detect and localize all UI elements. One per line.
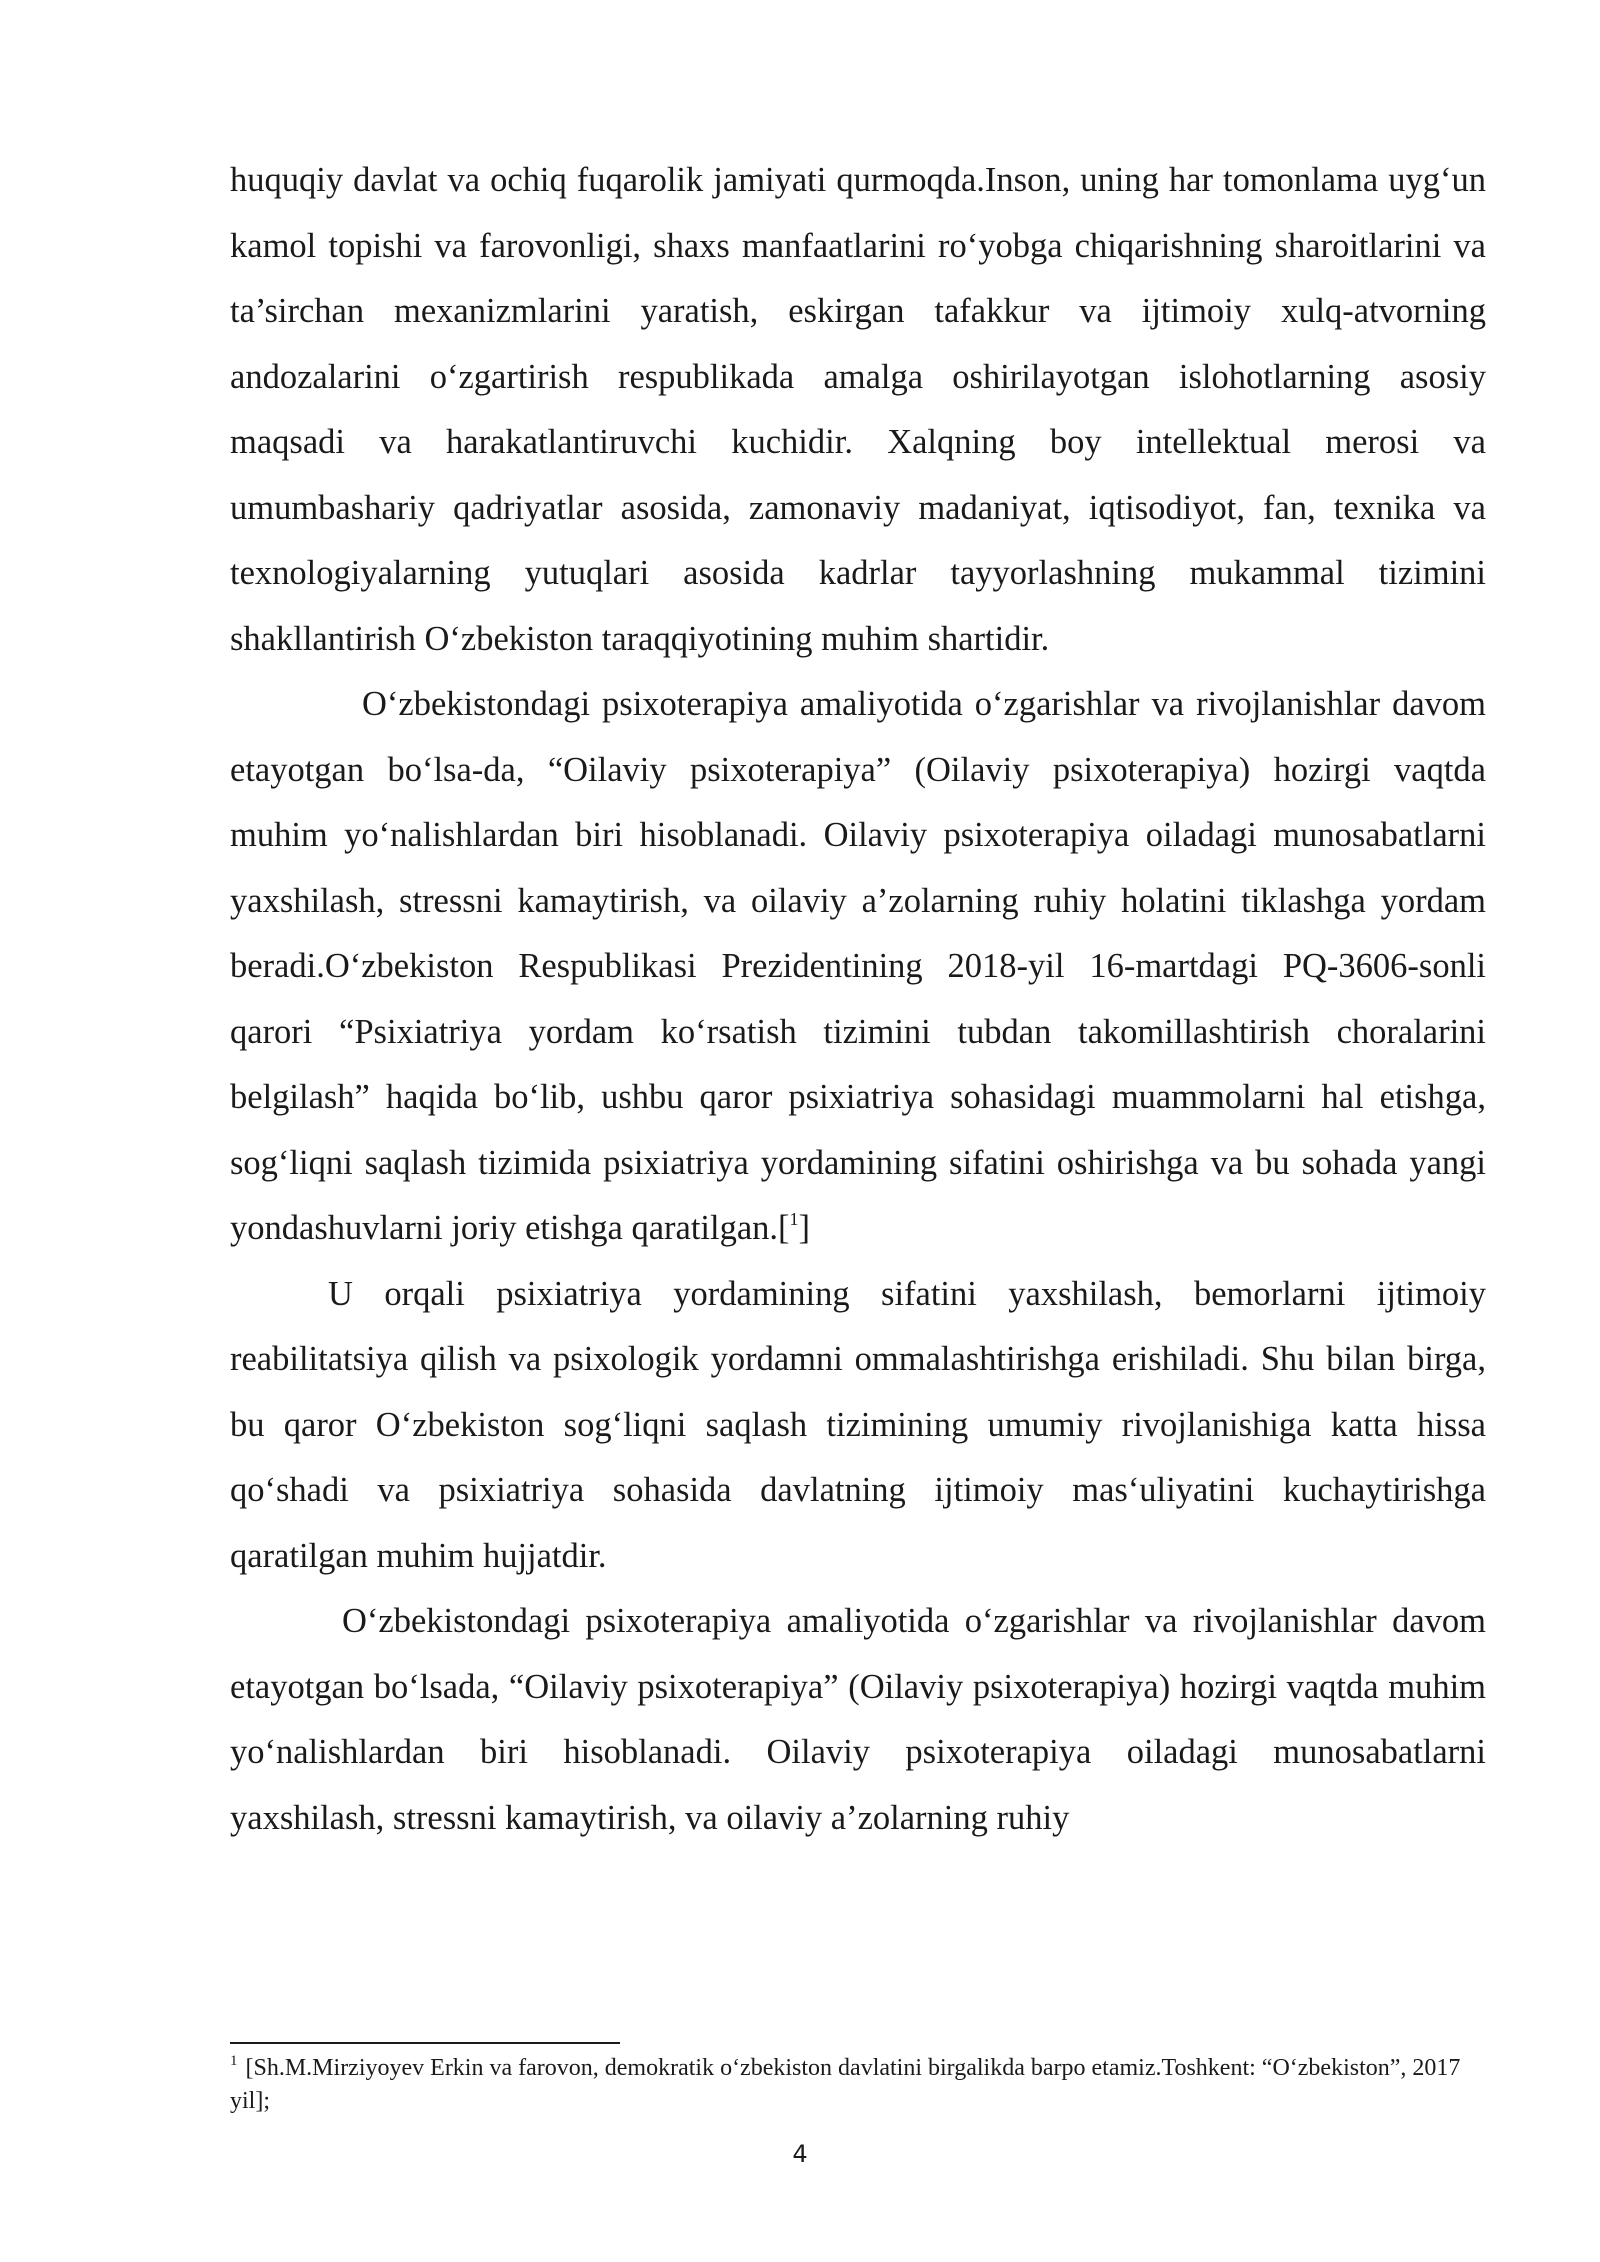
document-body [230, 148, 1486, 1851]
paragraph-3-text: U orqali psixiatriya yordamining sifatini yaxshilash, bemorlarni ijtimoiy reabilitatsiya qilish va psixologik yordamni ommalashtirishga erishiladi. Shu bilan birga, bu qaror O‘zbekiston sog‘liqni saqlash tizimining umumiy rivojlanishiga katta hissa qo‘shadi va psixiatriya sohasida davlatning ijtimoiy mas‘uliyatini kuchaytirishga qaratilgan muhim hujjatdir. [230, 1274, 1486, 1575]
page-number: 4 [792, 2140, 808, 2168]
paragraph-1 [230, 148, 1486, 672]
footnote-reference-close: ] [798, 1209, 811, 1247]
footnote-marker: 1 [230, 2053, 238, 2069]
footnote-reference[interactable]: 1 [789, 1209, 799, 1229]
paragraph-1-text: huquqiy davlat va ochiq fuqarolik jamiyati qurmoqda.Inson, uning har tomonlama uyg‘un kamol topishi va farovonligi, shaxs manfaatlarini ro‘yobga chiqarishning sharoitlarini va ta’sirchan mexanizmlarini yaratish, eskirgan tafakkur va ijtimoiy xulq-atvorning andozalarini o‘zgartirish respublikada amalga oshirilayotgan islohotlarning asosiy maqsadi va harakatlantiruvchi kuchidir. Xalqning boy intellektual merosi va umumbashariy qadriyatlar asosida, zamonaviy madaniyat, iqtisodiyot, fan, texnika va texnologiyalarning yutuqlari asosida kadrlar tayyorlashning mukammal tizimini shakllantirish O‘zbekiston taraqqiyotining muhim shartidir. [230, 161, 1486, 658]
paragraph-4 [230, 1589, 1486, 1851]
paragraph-4-text: O‘zbekistondagi psixoterapiya amaliyotida o‘zgarishlar va rivojlanishlar davom etayotgan bo‘lsada, “Oilaviy psixoterapiya” (Oilaviy psixoterapiya) hozirgi vaqtda muhim yo‘nalishlardan biri hisoblanadi. Oilaviy psixoterapiya oiladagi munosabatlarni yaxshilash, stressni kamaytirish, va oilaviy a’zolarning ruhiy [230, 1602, 1486, 1837]
footnote-separator [230, 2042, 620, 2044]
footnote [230, 2052, 1486, 2118]
paragraph-2 [230, 672, 1486, 1262]
paragraph-2-text: O‘zbekistondagi psixoterapiya amaliyotida o‘zgarishlar va rivojlanishlar davom etayotgan bo‘lsa-da, “Oilaviy psixoterapiya” (Oilaviy psixoterapiya) hozirgi vaqtda muhim yo‘nalishlardan biri hisoblanadi. Oilaviy psixoterapiya oiladagi munosabatlarni yaxshilash, stressni kamaytirish, va oilaviy a’zolarning ruhiy holatini tiklashga yordam beradi.O‘zbekiston Respublikasi Prezidentining 2018-yil 16-martdagi PQ-3606-sonli qarori “Psixiatriya yordam ko‘rsatish tizimini tubdan takomillashtirish choralarini belgilash” haqida bo‘lib, ushbu qaror psixiatriya sohasidagi muammolarni hal etishga, sog‘liqni saqlash tizimida psixiatriya yordamining sifatini oshirishga va bu sohada yangi yondashuvlarni joriy etishga qaratilgan.[ [230, 685, 1486, 1247]
paragraph-3 [230, 1262, 1486, 1590]
footnote-text: [Sh.M.Mirziyoyev Erkin va farovon, demokratik o‘zbekiston davlatini birgalikda barpo etamiz.Toshkent: “O‘zbekiston”, 2017 yil]; [230, 2055, 1461, 2114]
